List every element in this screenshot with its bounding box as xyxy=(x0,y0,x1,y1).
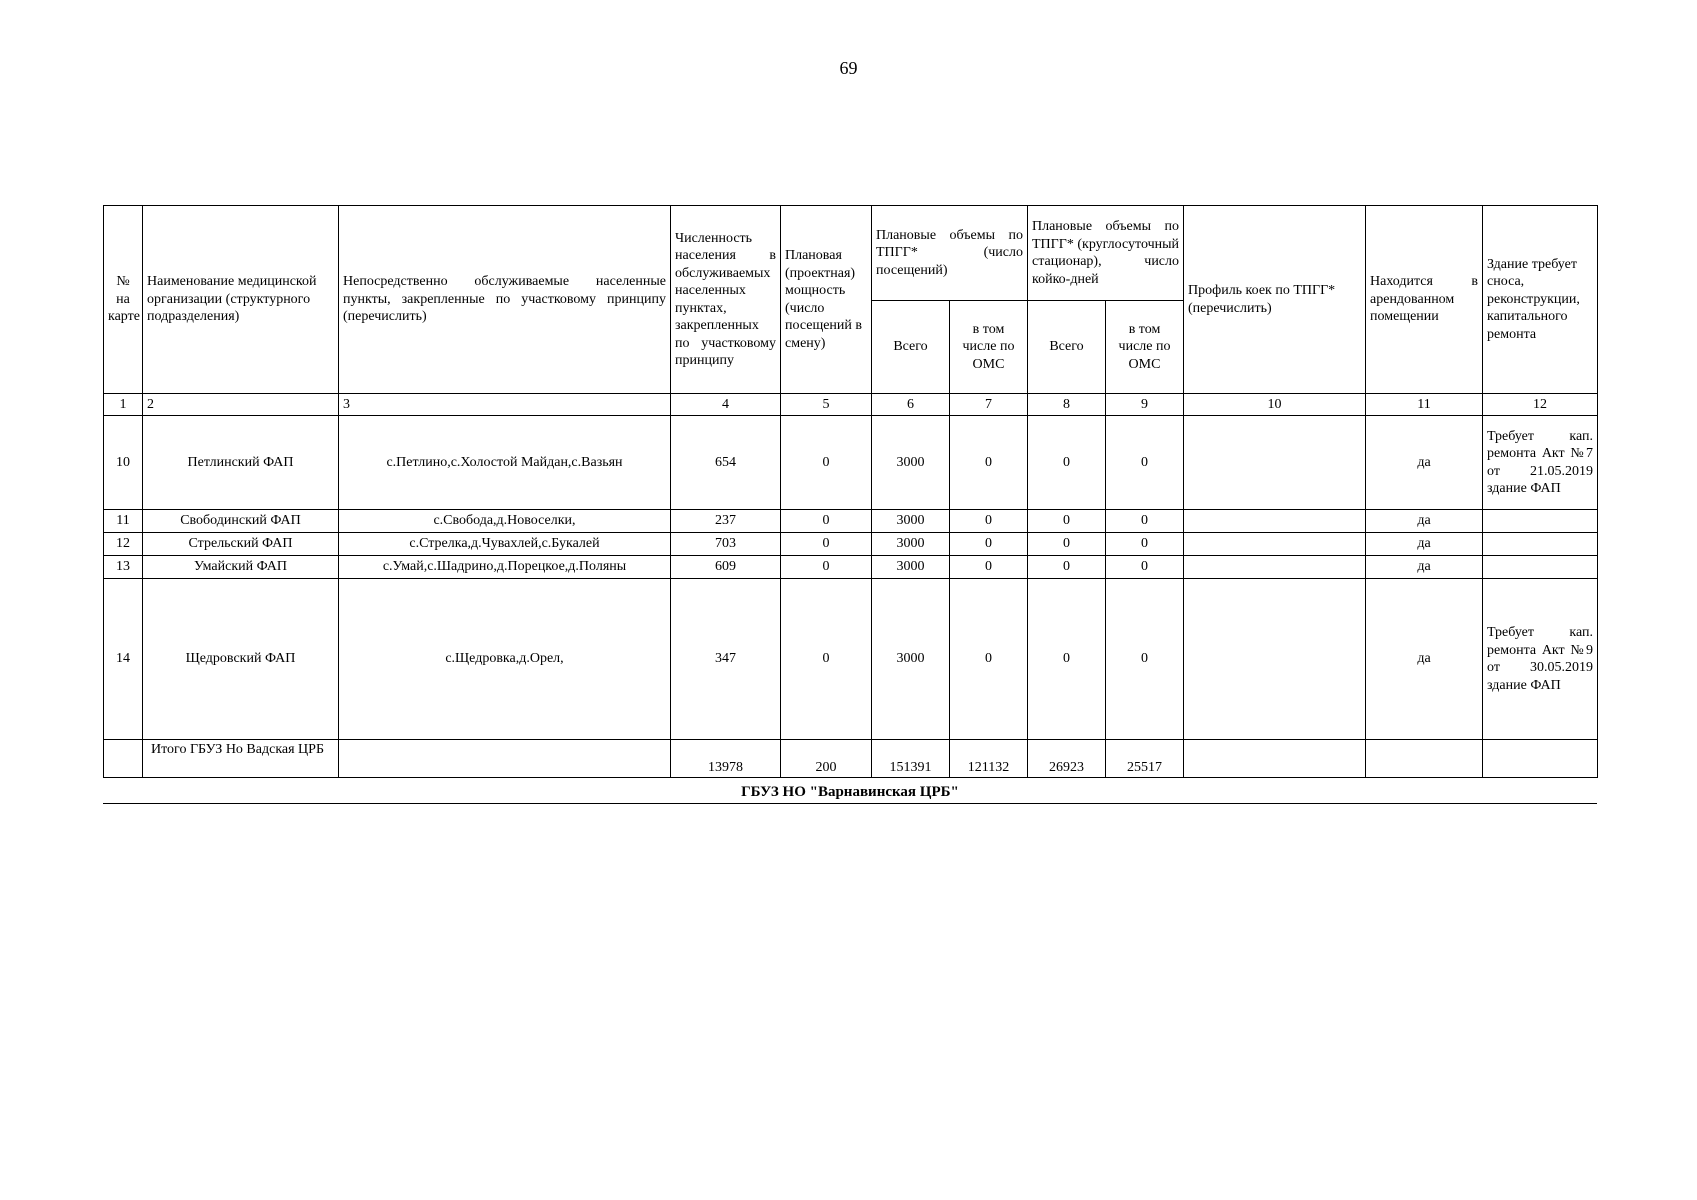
row-org-name: Петлинский ФАП xyxy=(143,416,339,510)
row-rented: да xyxy=(1366,579,1483,740)
table-row xyxy=(104,416,1598,510)
row-population: 703 xyxy=(671,533,781,556)
row-beds-total: 0 xyxy=(1028,533,1106,556)
header-population: Численность населения в обслуживаемых населенных пунктах, закрепленных по участковому принципу xyxy=(671,206,781,394)
row-capacity: 0 xyxy=(781,533,872,556)
row-note: Требует кап. ремонта Акт №7 от 21.05.2019 здание ФАП xyxy=(1483,416,1598,510)
header-visits-oms: в том числе по ОМС xyxy=(950,301,1028,394)
row-number: 12 xyxy=(104,533,143,556)
total-note xyxy=(1483,740,1598,778)
row-settlements: с.Стрелка,д.Чувахлей,с.Букалей xyxy=(339,533,671,556)
row-beds-oms: 0 xyxy=(1106,556,1184,579)
column-number: 4 xyxy=(671,394,781,416)
total-capacity: 200 xyxy=(781,740,872,778)
fap-table xyxy=(103,205,1598,778)
row-visits-total: 3000 xyxy=(872,533,950,556)
row-org-name: Умайский ФАП xyxy=(143,556,339,579)
header-beds-oms: в том числе по ОМС xyxy=(1106,301,1184,394)
page-number: 69 xyxy=(839,58,858,78)
row-visits-oms: 0 xyxy=(950,510,1028,533)
row-settlements: с.Петлино,с.Холостой Майдан,с.Вазьян xyxy=(339,416,671,510)
row-org-name: Свободинский ФАП xyxy=(143,510,339,533)
row-beds-total: 0 xyxy=(1028,579,1106,740)
row-bed-profile xyxy=(1184,510,1366,533)
row-note xyxy=(1483,533,1598,556)
total-row xyxy=(104,740,1598,778)
next-section-title: ГБУЗ НО "Варнавинская ЦРБ" xyxy=(103,784,1597,804)
column-number: 2 xyxy=(143,394,339,416)
row-rented: да xyxy=(1366,510,1483,533)
header-map-number: № на карте xyxy=(104,206,143,394)
row-number: 11 xyxy=(104,510,143,533)
total-rented xyxy=(1366,740,1483,778)
row-population: 609 xyxy=(671,556,781,579)
column-number: 6 xyxy=(872,394,950,416)
header-row xyxy=(104,206,1598,301)
header-capacity: Плановая (проектная) мощность (число посещений в смену) xyxy=(781,206,872,394)
row-beds-oms: 0 xyxy=(1106,510,1184,533)
row-beds-total: 0 xyxy=(1028,556,1106,579)
row-beds-oms: 0 xyxy=(1106,579,1184,740)
row-capacity: 0 xyxy=(781,416,872,510)
row-number: 14 xyxy=(104,579,143,740)
row-beds-total: 0 xyxy=(1028,416,1106,510)
header-visits-group: Плановые объемы по ТПГГ* (число посещений) xyxy=(872,206,1028,301)
row-rented: да xyxy=(1366,533,1483,556)
column-number: 5 xyxy=(781,394,872,416)
row-beds-oms: 0 xyxy=(1106,533,1184,556)
header-rented: Находится в арендованном помещении xyxy=(1366,206,1483,394)
table-row xyxy=(104,579,1598,740)
row-note xyxy=(1483,556,1598,579)
header-org-name: Наименование медицинской организации (структурного подразделения) xyxy=(143,206,339,394)
row-beds-oms: 0 xyxy=(1106,416,1184,510)
row-rented: да xyxy=(1366,416,1483,510)
column-number: 12 xyxy=(1483,394,1598,416)
row-visits-oms: 0 xyxy=(950,579,1028,740)
column-number: 1 xyxy=(104,394,143,416)
row-org-name: Щедровский ФАП xyxy=(143,579,339,740)
total-visits-total: 151391 xyxy=(872,740,950,778)
row-population: 347 xyxy=(671,579,781,740)
row-capacity: 0 xyxy=(781,510,872,533)
header-beds-group: Плановые объемы по ТПГГ* (круглосуточный стационар), число койко-дней xyxy=(1028,206,1184,301)
row-visits-oms: 0 xyxy=(950,416,1028,510)
table-row xyxy=(104,556,1598,579)
row-capacity: 0 xyxy=(781,579,872,740)
table-row xyxy=(104,510,1598,533)
total-settlements xyxy=(339,740,671,778)
total-bed-profile xyxy=(1184,740,1366,778)
row-beds-total: 0 xyxy=(1028,510,1106,533)
row-visits-total: 3000 xyxy=(872,416,950,510)
row-capacity: 0 xyxy=(781,556,872,579)
row-note: Требует кап. ремонта Акт №9 от 30.05.2019 здание ФАП xyxy=(1483,579,1598,740)
total-visits-oms: 121132 xyxy=(950,740,1028,778)
header-bed-profile: Профиль коек по ТПГГ* (перечислить) xyxy=(1184,206,1366,394)
row-rented: да xyxy=(1366,556,1483,579)
column-number: 8 xyxy=(1028,394,1106,416)
row-settlements: с.Свобода,д.Новоселки, xyxy=(339,510,671,533)
column-number: 7 xyxy=(950,394,1028,416)
row-bed-profile xyxy=(1184,556,1366,579)
header-visits-total: Всего xyxy=(872,301,950,394)
row-population: 654 xyxy=(671,416,781,510)
row-visits-total: 3000 xyxy=(872,556,950,579)
row-visits-total: 3000 xyxy=(872,510,950,533)
table-row xyxy=(104,533,1598,556)
row-visits-oms: 0 xyxy=(950,556,1028,579)
total-population: 13978 xyxy=(671,740,781,778)
total-beds-oms: 25517 xyxy=(1106,740,1184,778)
row-number: 10 xyxy=(104,416,143,510)
column-number: 10 xyxy=(1184,394,1366,416)
row-number: 13 xyxy=(104,556,143,579)
row-population: 237 xyxy=(671,510,781,533)
column-number: 11 xyxy=(1366,394,1483,416)
row-org-name: Стрельский ФАП xyxy=(143,533,339,556)
column-numbers-row xyxy=(104,394,1598,416)
header-beds-total: Всего xyxy=(1028,301,1106,394)
row-note xyxy=(1483,510,1598,533)
row-settlements: с.Щедровка,д.Орел, xyxy=(339,579,671,740)
row-visits-total: 3000 xyxy=(872,579,950,740)
total-label: Итого ГБУЗ Но Вадская ЦРБ xyxy=(143,740,339,778)
total-beds-total: 26923 xyxy=(1028,740,1106,778)
column-number: 9 xyxy=(1106,394,1184,416)
total-number xyxy=(104,740,143,778)
row-visits-oms: 0 xyxy=(950,533,1028,556)
column-number: 3 xyxy=(339,394,671,416)
header-settlements: Непосредственно обслуживаемые населенные пункты, закрепленные по участковому принципу (перечислить) xyxy=(339,206,671,394)
row-bed-profile xyxy=(1184,533,1366,556)
header-reconstruction: Здание требует сноса, реконструкции, капитального ремонта xyxy=(1483,206,1598,394)
row-bed-profile xyxy=(1184,416,1366,510)
row-bed-profile xyxy=(1184,579,1366,740)
row-settlements: с.Умай,с.Шадрино,д.Порецкое,д.Поляны xyxy=(339,556,671,579)
